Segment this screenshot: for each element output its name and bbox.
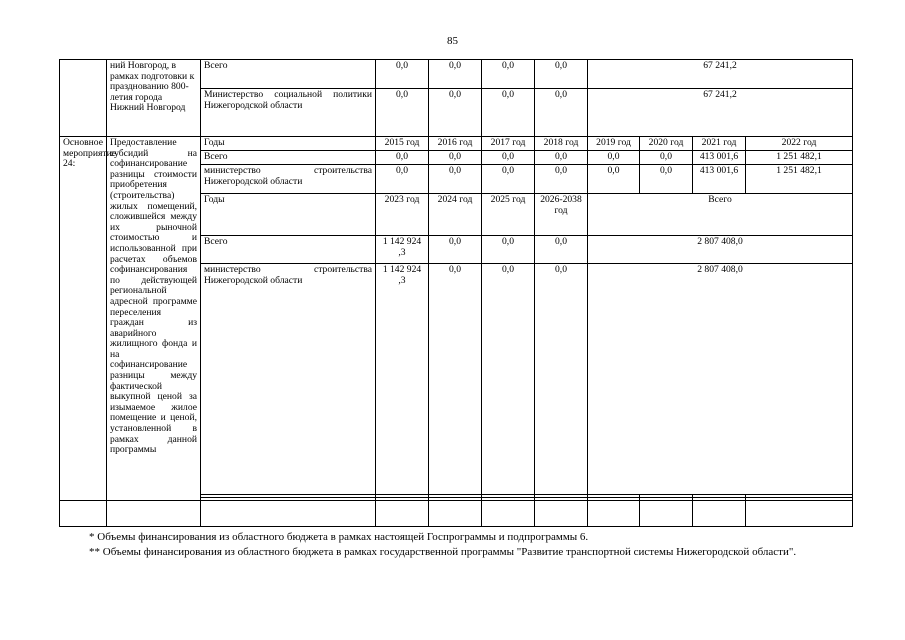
value-cell: 0,0 — [535, 151, 588, 165]
row-label: Всего — [201, 151, 376, 165]
row-label: министерство строительства Нижегородской области — [201, 165, 376, 194]
measure-description: ний Новгород, в рамках подготовки к празднованию 800-летия города Нижний Новгород — [107, 60, 201, 137]
main-measure-label: Основное мероприятие 24: — [60, 137, 107, 501]
year-header: 2019 год — [588, 137, 640, 151]
row-label: Министерство социальной политики Нижегородской области — [201, 89, 376, 137]
value-cell: 0,0 — [535, 264, 588, 495]
total-header: Всего — [588, 194, 853, 236]
year-header: 2021 год — [693, 137, 746, 151]
row-label: министерство строительства Нижегородской области — [201, 264, 376, 495]
years-label: Годы — [201, 137, 376, 151]
value-cell: 0,0 — [429, 151, 482, 165]
merged-value-cell: 2 807 408,0 — [588, 236, 853, 264]
value-cell: 0,0 — [429, 89, 482, 137]
value-cell: 1 142 924 ,3 — [376, 264, 429, 495]
main-measure-description: Предоставление субсидий на софинансирование разницы стоимости приобретения (строительства) жилых помещений, сложившейся между их рыночной стоимостью и использованной при расчетах объемов софинансирования по действующей региональной адресной программе переселения граждан из аварийного жилищного фонда и на софинансирование разницы между фактической выкупной ценой за изымаемое жилое помещение и ценой, установленной в рамках данной программы — [107, 137, 201, 501]
year-header: 2026-2038 год — [535, 194, 588, 236]
merged-value-cell: 67 241,2 — [588, 60, 853, 89]
table-row — [60, 137, 853, 151]
value-cell: 413 001,6 — [693, 151, 746, 165]
value-cell: 0,0 — [376, 89, 429, 137]
year-header: 2020 год — [640, 137, 693, 151]
footnote-1: * Объемы финансирования из областного бюджета в рамках настоящей Госпрограммы и подпрограммы 6. — [89, 531, 589, 543]
value-cell: 1 251 482,1 — [746, 165, 853, 194]
year-header: 2018 год — [535, 137, 588, 151]
year-header: 2017 год — [482, 137, 535, 151]
value-cell: 0,0 — [588, 151, 640, 165]
value-cell: 413 001,6 — [693, 165, 746, 194]
table-row — [60, 501, 853, 527]
year-header: 2024 год — [429, 194, 482, 236]
value-cell: 0,0 — [482, 165, 535, 194]
value-cell: 0,0 — [535, 89, 588, 137]
value-cell: 0,0 — [429, 60, 482, 89]
value-cell: 0,0 — [482, 264, 535, 495]
value-cell: 0,0 — [429, 236, 482, 264]
value-cell: 1 251 482,1 — [746, 151, 853, 165]
value-cell: 0,0 — [640, 151, 693, 165]
row-label: Всего — [201, 236, 376, 264]
year-header: 2023 год — [376, 194, 429, 236]
table-row — [60, 60, 853, 89]
merged-value-cell: 2 807 408,0 — [588, 264, 853, 495]
value-cell: 0,0 — [376, 60, 429, 89]
empty-cell — [60, 60, 107, 137]
value-cell: 0,0 — [482, 236, 535, 264]
page-number: 85 — [447, 35, 458, 47]
years-label: Годы — [201, 194, 376, 236]
value-cell: 0,0 — [429, 165, 482, 194]
value-cell: 0,0 — [482, 89, 535, 137]
year-header: 2025 год — [482, 194, 535, 236]
footnote-2: ** Объемы финансирования из областного бюджета в рамках государственной программы "Развитие транспортной системы Нижегородской области". — [89, 546, 797, 558]
financing-table — [59, 59, 853, 527]
merged-value-cell: 67 241,2 — [588, 89, 853, 137]
value-cell: 0,0 — [588, 165, 640, 194]
value-cell: 0,0 — [482, 151, 535, 165]
value-cell: 0,0 — [535, 236, 588, 264]
year-header: 2016 год — [429, 137, 482, 151]
value-cell: 1 142 924 ,3 — [376, 236, 429, 264]
year-header: 2015 год — [376, 137, 429, 151]
value-cell: 0,0 — [376, 165, 429, 194]
value-cell: 0,0 — [376, 151, 429, 165]
value-cell: 0,0 — [535, 165, 588, 194]
value-cell: 0,0 — [482, 60, 535, 89]
value-cell: 0,0 — [640, 165, 693, 194]
year-header: 2022 год — [746, 137, 853, 151]
value-cell: 0,0 — [535, 60, 588, 89]
value-cell: 0,0 — [429, 264, 482, 495]
row-label: Всего — [201, 60, 376, 89]
